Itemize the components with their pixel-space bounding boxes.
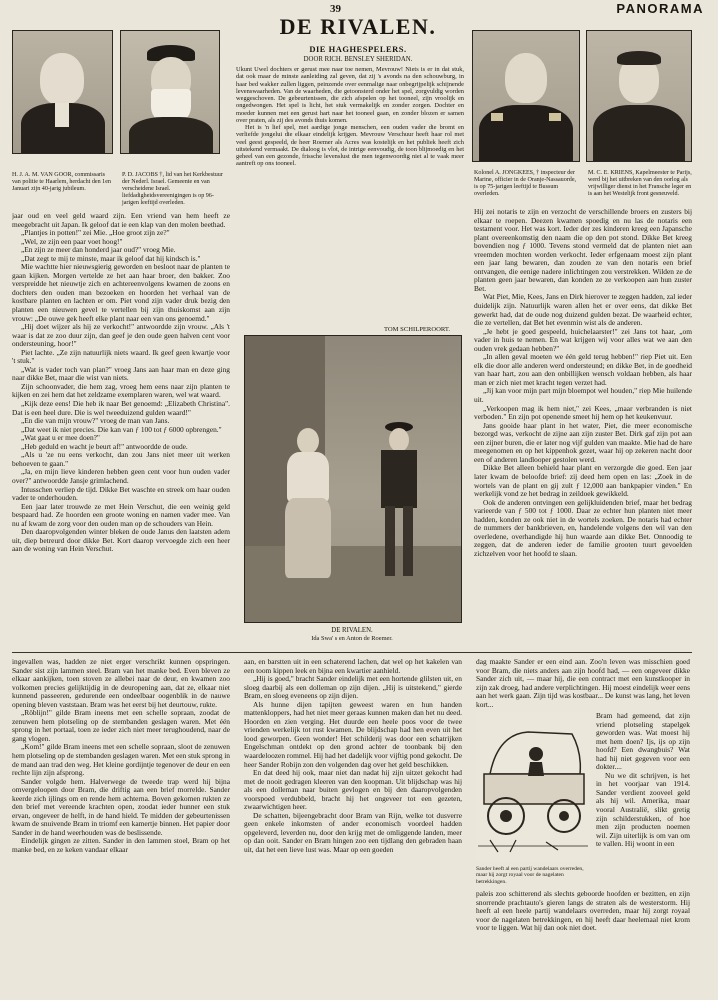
car-icon	[476, 712, 590, 862]
actor-figure-icon	[377, 422, 421, 582]
portrait-jacobs	[120, 30, 220, 154]
paragraph: jaar oud en veel geld waard zijn. Een vriend van hem heeft ze meegebracht uit Japan. Ik geloof dat ie een klap van den molen beethad.	[12, 212, 230, 229]
paragraph: „En die van mijn vrouw?" vroeg de man van Jans.	[21, 416, 170, 426]
paragraph: dag maakte Sander er een eind aan. Zoo'n leven was misschien goed voor Bram, die niets anders aan zijn hoofd had, — een ongeveer dikke Sander zich uit, — maar hij, die een contract met een kunstkooper in zijn zak droeg, had andere verplichtingen. Hij moest eindelijk weer eens aan het werk gaan. Zijn tijd was kostbaar... De kunst was lang, het leven kort...	[476, 658, 690, 709]
page-number: 39	[330, 3, 341, 15]
paragraph: Als hunne dijen tapijten geweest waren en hun handen mattenkloppers, had het niet meer geraas kunnen maken dan het nu deed. Hoorden en zien verging. Het duurde een heele poos voor de twee vrienden werkelijk tot rust kwamen. De blijdschap had hen even uit het lood geworpen. Geen wonder! Het schilderij was door een schatrijken Engelschman ontdekt op den grond achter de toonbank bij den waardeloozen rommel. Hij had het dadelijk voor vijftig pond gekocht. De heer Sander Robijn zon den volgenden dag over het geld beschikken.	[244, 699, 462, 769]
portrait-figure-icon	[505, 53, 547, 103]
section-divider	[12, 652, 692, 653]
paragraph: Een jaar later trouwde ze met Hein Verschut, die een weinig geld bespaard had. Ze hoorden een groote woning en namen vader mee. Van nu af kwam de zorg voor den ouden man op de schouders van Hein.	[12, 501, 230, 528]
paragraph: ingevallen was, hadden ze niet erger verschrikt kunnen opspringen. Sander sist zijn lammen steel. Bram van het manke bed. Even bleven ze elkaar aankijken, toen stoven ze allebei naar de deur, en kwamen zoo volkomen precies gelijktijdig in de deuropening aan, dat ze, elkaar niet kunnend passeeren, gedurende een ondeelbaar oogenblik in de nauwe opening bleven vaststaan. Bram was het eerst bij het deurtouw, rukte.	[12, 658, 230, 709]
article-byline: DOOR RICH. BENSLEY SHERIDAN.	[303, 56, 413, 63]
paragraph: „Hij doet wijzer als hij ze verkocht!" antwoordde zijn vrouw. „Als 't waar is dat ze zoo duur zijn, dan geef je den oude geen halven cent voor ondersteuning, hoor!"	[12, 322, 230, 349]
paragraph: „Jij kan voor mijn part mijn bloempot wel houden," riep Mie huilende uit.	[474, 386, 692, 405]
paragraph: „Dat zegt te mij te minste, maar ik geloof dat hij kindsch is."	[21, 253, 201, 263]
story-bottom-column-3-top	[476, 658, 690, 710]
caption-van-goor: H. J. A. M. VAN GOOR, commissaris van politie te Haarlem, herdacht den 1en Januari zijn 40-jarig jubileum.	[12, 172, 111, 192]
scene-caption-title: DE RIVALEN.	[331, 627, 373, 634]
car-caption: Sander heeft al een partij wandelaars overreden, maar hij zorgt royaal voor de nagelaten betrekkingen.	[476, 866, 584, 885]
story-bottom-column-2	[244, 658, 462, 994]
paragraph: Bram had gemeend, dat zijn vriend plotseling stapelgek geworden was. Wat moest hij met hem doen? Ijs, ijs op zijn hoofd? Een dwangbuis? Wat had hij niet gegeven voor een dokter....	[596, 712, 690, 772]
paragraph: Wat Piet, Mie, Kees, Jans en Dirk hierover te zeggen hadden, zal ieder duidelijk zijn. Natuurlijk waren allen het er over eens, dat dikke Bet gewerkt had, dat de oude nog duizend gulden bezat. De waarheid echter, die ze vertellen, dat Bet het evenmin wist als de anderen.	[474, 292, 692, 328]
paragraph: Jans gooide haar plant in het water, Piet, die meer economische bezorgd was, verkocht de zijne aan zijn zuster Bet. Dirk gaf zijn pot aan een zijner buren, die er later nog vijf gulden van maakte. Mie had de hare meegenomen en op het kippenhok gezet, waar hij op zekeren nacht door een of anderen landlooper gestolen werd.	[474, 420, 692, 464]
paragraph: „Wel, ze zijn een paar voet hoog!"	[21, 236, 123, 246]
article-intro: Ukunt Uwel dochters er gerust mee naar toe nemen, Mevrouw! Niets is er in dat stuk, dat ook maar de minste aanleiding zal geven, dat zij 's avonds na den schouwburg, in haar bed wakker zullen liggen, peinzende over eenmalige naar onbegrijpelijk schijnende levenswaarheden. Van de waarheden, die getoonsterd onder het spel, zorgvuldig worden weggeschoven. De gebeurtenissen, die zich afspelen op het tooneel, zijn vroolijk en ongedwongen. Het spel is licht, het stuk vermakelijk en zonder zorgen. Dochter en moeder kunnen met een gerust hart naar het tooneel gaan, en zonder blozen er samen over praten, als zij des avonds thuis komen. Het is 'n lief spel, met aardige jonge menschen, een ouden vader die bromt en verliefde jongelui die elkaar eindelijk krijgen. Mevrouw Verschuur heeft haar rol met veel geest gespeeld, de heer Roemer als Acres was kostelijk en het publiek heeft zich uitstekend vermaakt. De dialoog is vlot, de intrige eenvoudig, de toon blijmoedig en het geheel van een gezonde, frissche levenslust die men tegenwoordig niet al te vaak meer aantreft op ons tooneel.	[236, 66, 464, 168]
paragraph: „In allen geval moeten we één geld terug hebben!" riep Piet uit. Een elk die door alle anderen werd ondersteund; en dikke Bet, in de goedheid van haar hart, zou aan den onbillijken wensch voldaan hebben, als haar man er zich niet met kracht tegen verzet had.	[474, 352, 692, 387]
paragraph: Hij zei notaris te zijn en verzocht de verschillende broers en zusters bij elkaar te roepen. Deezen kwamen spoedig en nu las de notaris een testament voor. Het was kort. Ieder der zes kinderen kreeg een Japansche plant overeenkomstig den naam die op den pot stond. Dikke Bet kreeg bovendien nog ƒ 1000. Tevens stond vermeld dat de planten niet aan vreemden mochten worden verkocht. Ieder erfgenaam moest zijn plant een jaar lang bewaren, dan zouden ze van den notaris een brief ontvangen, die eenige nadere inlichtingen zou verstrekken. Wilden ze de planten geen jaar bewaren, dan konden ze ze verkoopen aan hun zuster Bet.	[474, 208, 692, 293]
paragraph: „En zijn ze meer dan honderd jaar oud?" vroeg Mie.	[21, 245, 176, 255]
paragraph: Zijn schoonvader, die hem zag, vroeg hem eens naar zijn planten te kijken en zei hem dat het zeldzame exemplaren waren, wel wat waard.	[12, 381, 230, 400]
paragraph: „Röblijn!" gilde Bram ineens met een schelle sopraan, zoodat de zenuwen hem plotseling op de stembanden geslagen waren. Met één sprong in het portaal, toen ze ieder zich niet meer terughoudend, naar de gang vlogen.	[12, 708, 230, 743]
paragraph: „Je hebt je goed gespeeld, huichelaarster!" zei Jans tot haar, „om vader in huis te nemen. En wat krijgen wij voor alles wat we aan den ouden vrek gedaan hebben?"	[474, 326, 692, 353]
story-column-3	[474, 208, 692, 648]
story-bottom-column-3-end	[476, 890, 690, 994]
paragraph: „Kom!" gilde Bram ineens met een schelle sopraan, sloot de zenuwen hem plotseling op de stembanden geslagen waren. Met een stuk sprong in de mand aan trad den weg. Het kleine gordijntje tegenover de deur en een rechte lijn zijn afsprong.	[12, 742, 230, 778]
car-illustration	[476, 712, 590, 862]
portrait-kriens	[586, 30, 692, 162]
paragraph: „Plantjes in potten!" zei Mie. „Hoe groot zijn ze?"	[21, 228, 170, 238]
actress-figure-icon	[285, 428, 331, 578]
paragraph: „Als u 'ze nu eens verkocht, dan zou Jans niet meer uit werken behoeven te gaan."	[12, 450, 230, 468]
paragraph: Mie wachtte hier nieuwsgierig geworden en besloot naar de planten te gaan kijken. Morgen vertelde ze het aan haar broer, den bakker. Zoo verspreidde het nieuwtje zich en achtereenvolgens kwamen de zoons en dochters den ouden man bezoeken en hoorden het verhaal van de kostbare planten en lachten er om. Piet vond zijn vader druk bezig den planten een nieuwen gevel te vertellen bij zijn thuiskomst aan zijn vrouw: „De ouwe gek heeft elke plant naar een van ons genoemd."	[12, 262, 230, 323]
paragraph: Eindelijk gingen ze zitten. Sander in den lammen stoel, Bram op het manke bed, en ze keken vandaar elkaar	[12, 836, 230, 855]
paragraph: Den daaropvolgenden winter bleken de oude Janus den laatsten adem uit, diep betreurd door dikke Bet. Kort daarop vervoegde zich een heer aan de woning van Hein Verschut.	[12, 527, 230, 554]
author-sign: TOM SCHILPEROORT.	[384, 326, 451, 333]
paragraph: Dikke Bet alleen behield haar plant en verzorgde die goed. Een jaar later kwam de beloofde brief: zij deed hem open en las: „Zoek in de wortels van de plant en gij zult ƒ 12,000 aan bankpapier vinden." En werkelijk vond ze het bedrag in zeildoek gewikkeld.	[474, 463, 692, 499]
paragraph: Piet lachte. „Ze zijn natuurlijk niets waard. Ik geef geen kwartje voor 't stuk."	[12, 347, 230, 366]
paragraph: aan, en barstten uit in een schaterend lachen, dat wel op het kakelen van een toom kippen leek en bijna een kwartier aanhield.	[244, 658, 462, 675]
paragraph: „Dat weet ik niet precies. Die kan van ƒ 100 tot ƒ 6000 opbrengen."	[21, 424, 222, 434]
paragraph: Nu we dit schrijven, is het in het voorjaar van 1914. Sander verdient zooveel geld als hij wil. Amerika, maar vooral Australië, slikt gretig zijn schilderstukken, of hoe men zijn producten noemen wil. Zijn uiterlijk is om van om te vallen. Hij woont in een	[596, 770, 690, 849]
scene-photo-de-rivalen	[244, 335, 462, 623]
paragraph: De schatten, bijeengebracht door Bram van Rijn, welke tot dusverre geen enkele inkomsten of ander economisch voordeel hadden opgeleverd, leverden nu, door den krijg met de omliggende landen, meer op dan ooit. Sander en Bram hingen zoo een tijdlang den gebraden haan uit, dat het een lieve lust was. Maar op een goeden	[244, 810, 462, 855]
portrait-van-goor	[12, 30, 113, 154]
caption-jacobs: P. D. JACOBS †, lid van het Kerkbestuur der Nederl. Israel. Gemeente en van verscheidene Israel. liefdadigheidsvereenigingen is op 96-jarigen leeftijd overleden.	[122, 172, 223, 206]
paragraph: „Hij is goed," bracht Sander eindelijk met een hortende glilsten uit, en sloeg daarbij als een dolleman op zijn dijen. „Hij is uitstekend," gierde Bram, en sloeg eveneens op zijn dijen.	[244, 674, 462, 701]
paragraph: paleis zoo schitterend als slechts geboorde hoofden er bezitten, en zijn snorrende prachtauto's gieren langs de straten als de westerstorm. Hij heeft al een heele partij wandelaars overreden, maar hij zorgt royaal voor de nagelaten betrekkingen, en hij heeft daar heelemaal niet krom voor te liggen. Wat hij dan ook niet doet.	[476, 890, 690, 933]
story-column-1	[12, 212, 230, 648]
scene-caption-sub: Ida Swa' s en Anton de Roemer.	[311, 635, 393, 642]
caption-kriens: M. C. E. KRIENS, Kapelmeester te Parijs, werd bij het uitbreken van den oorlog als vrijwilliger dienst in het Fransche leger en is aan het Westelijk front gesneuveld.	[588, 170, 692, 197]
paragraph: Intusschen verliep de tijd. Dikke Bet waschte en streek om haar ouden vader te onderhouden.	[12, 484, 230, 503]
paragraph: En dat deed hij ook, maar niet dan nadat hij zijn uitzet gekocht had met de nooit gedragen kleeren van den koopman. Uit blijdschap was hij als een dolleman naar buiten gevlogen en bij den daaropvolgenden voorspoed verdubbeld, bracht hij het ongeveer tot een gezeten, zwaarwichtigen heer.	[244, 768, 462, 812]
portrait-figure-icon	[40, 53, 84, 105]
story-bottom-column-1	[12, 658, 230, 994]
caption-jongkees: Kolonel A. JONGKEES, † inspecteur der Marine, officier in de Oranje-Nassauorde, is op 75-jarigen leeftijd te Bussum overleden.	[474, 170, 577, 197]
story-bottom-column-3-side	[596, 712, 690, 888]
paragraph: „Ja, en mijn lieve kinderen hebben geen cent voor hun ouden vader over?" antwoordde Jansje grimlachend.	[12, 467, 230, 485]
paragraph: „Wat gaat u er mee doen?"	[21, 433, 100, 443]
paragraph: „Heb geduld en wacht je beurt af!" antwoordde de oude.	[21, 441, 188, 451]
paragraph: Ook de anderen ontvingen een gelijkluidenden brief, maar het bedrag varieerde van ƒ 500 tot ƒ 1000. Daar ze echter hun planten niet meer hadden, konden ze ook niet in de wortels zoeken. De notaris had echter de nummers der bankbrieven, en, handelende volgens den wil van den overledene, overhandigde hij hun waarde aan dikke Bet. Onnoodig te zeggen, dat de anderen ieder de familie grooten tuurt gevoelden zichzelven voor het hoofd te slaan.	[474, 497, 692, 558]
paragraph: „Kijk deze eens! Die heb ik naar Bet genoemd: „Elizabeth Christina". Dat is een heel dure. Die is wel tweeduizend gulden waard!"	[12, 399, 230, 417]
paragraph: „Wat is vader toch van plan?" vroeg Jans aan haar man en deze ging naar dikke Bet, maar die wist van niets.	[12, 364, 230, 383]
article-title: DE RIVALEN.	[279, 14, 437, 39]
portrait-jongkees	[472, 30, 580, 162]
magazine-title: PANORAMA	[616, 1, 704, 16]
paragraph: Sander volgde hem. Halverwege de tweede trap werd hij bijna omvergeloopen door Bram, die driftig aan een brief morrelde. Sander keerde zich ijlings om en rende hem achterna. Boven gekomen rukten ze den brief met vereende krachten open, zoodat ieder hunner een stuk ervan, ongeveer de helft, in de hand hield. Te midden der gebeurtenissen kwam de snuivende Bram in triomf een kamertje binnen. Het papier door Sander in de hand weerhouden was de beslissende.	[12, 776, 230, 837]
paragraph: „Verkoopen mag ik hem niet," zei Kees, „maar verbranden is niet verboden." En zijn pot openende smeet hij hem op het keukenvuur.	[474, 403, 692, 422]
article-subtitle: DIE HAGHESPELERS.	[309, 44, 407, 54]
